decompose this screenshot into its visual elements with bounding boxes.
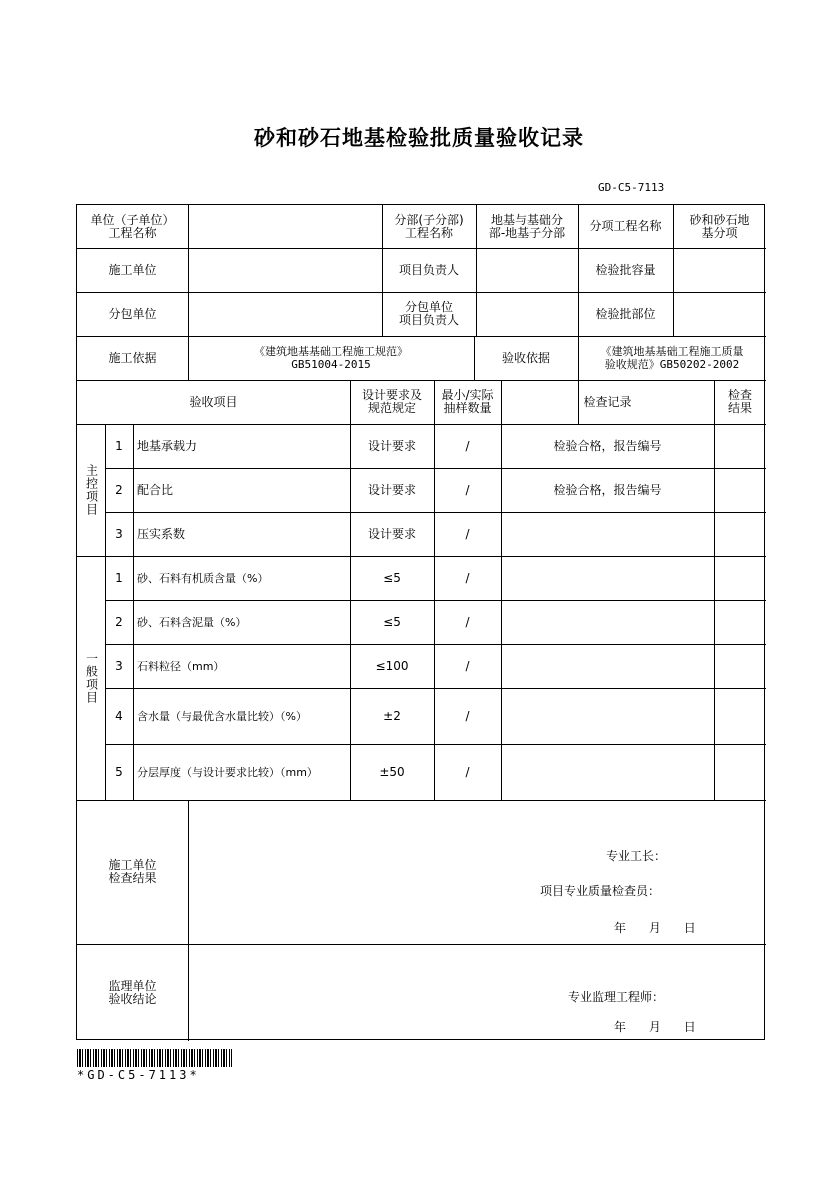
supervision-date: 年 月 日 [614, 1020, 696, 1034]
barcode-text: *GD-C5-7113* [77, 1068, 200, 1082]
supervision-conclusion-label: 监理单位 验收结论 [108, 978, 157, 1006]
main-item-name: 地基承载力 [137, 438, 198, 453]
general-item-name: 分层厚度（与设计要求比较）（mm） [137, 765, 318, 779]
main-item-record [501, 512, 714, 556]
acceptance-form-table [76, 204, 765, 1040]
main-item-record: 检验合格，报告编号 [553, 438, 662, 453]
item-name-label: 分项工程名称 [589, 219, 662, 233]
general-item-sampling: / [465, 614, 470, 629]
supervision-engineer-signature-label: 专业监理工程师： [568, 990, 665, 1004]
general-item-no: 2 [115, 614, 123, 629]
general-item-sampling: / [465, 570, 470, 585]
general-item-sampling: / [465, 764, 470, 779]
item-name-value: 砂和砂石地 基分项 [689, 212, 750, 240]
doc-code: GD-C5-7113 [598, 181, 665, 194]
general-item-sampling: / [465, 708, 470, 723]
general-item-no: 5 [115, 764, 123, 779]
main-item-sampling: / [465, 438, 470, 453]
main-item-requirement: 设计要求 [367, 526, 416, 541]
general-item-name: 砂、石料有机质含量（%） [137, 571, 269, 585]
construction-unit-label: 施工单位 [108, 262, 157, 277]
batch-capacity-label: 检验批容量 [595, 262, 656, 277]
main-item-sampling: / [465, 482, 470, 497]
main-item-requirement: 设计要求 [367, 482, 416, 497]
foreman-signature-label: 专业工长： [606, 849, 667, 863]
general-item-requirement: ±2 [383, 708, 401, 723]
general-item-name: 含水量（与最优含水量比较）（%） [137, 709, 307, 723]
construction-date: 年 月 日 [614, 921, 696, 935]
acceptance-basis-label: 验收依据 [501, 350, 550, 365]
construction-basis-value: 《建筑地基基础工程施工规范》 GB51004-2015 [254, 345, 408, 371]
col-record-header: 检查记录 [583, 394, 632, 409]
main-control-group-label: 主控项目 [84, 464, 99, 516]
general-group-label: 一般项目 [84, 652, 99, 704]
col-item-header: 验收项目 [189, 394, 238, 409]
sub-contract-leader-label: 分包单位 项目负责人 [398, 300, 459, 327]
unit-name-label: 单位（子单位） 工程名称 [90, 212, 175, 240]
col-result-header: 检查 结果 [727, 388, 752, 415]
general-item-sampling: / [465, 658, 470, 673]
main-item-no: 3 [115, 526, 123, 541]
project-leader-label: 项目负责人 [398, 262, 459, 277]
page-title: 砂和砂石地基检验批质量验收记录 [254, 126, 584, 150]
main-item-requirement: 设计要求 [367, 438, 416, 453]
general-item-name: 石料粒径（mm） [137, 659, 225, 673]
quality-inspector-signature-label: 项目专业质量检查员： [540, 884, 661, 898]
col-sampling-header: 最小/实际 抽样数量 [441, 388, 494, 415]
unit-name-value [188, 205, 382, 248]
sub-contract-unit-label: 分包单位 [108, 306, 157, 321]
main-item-name: 配合比 [137, 482, 174, 497]
general-item-requirement: ±50 [379, 764, 405, 779]
barcode [77, 1049, 232, 1067]
main-item-no: 2 [115, 482, 123, 497]
acceptance-basis-value: 《建筑地基基础工程施工质量 验收规范》GB50202-2002 [600, 345, 744, 371]
main-item-no: 1 [115, 438, 123, 453]
general-item-requirement: ≤5 [383, 570, 401, 585]
general-item-no: 4 [115, 708, 123, 723]
general-item-no: 3 [115, 658, 123, 673]
col-design-header: 设计要求及 规范规定 [361, 388, 422, 415]
construction-check-label: 施工单位 检查结果 [108, 858, 157, 885]
general-item-requirement: ≤100 [375, 658, 409, 673]
sub-division-value: 地基与基础分 部-地基子分部 [488, 212, 566, 240]
batch-location-label: 检验批部位 [595, 306, 656, 321]
general-item-name: 砂、石料含泥量（%） [137, 615, 247, 629]
construction-basis-label: 施工依据 [108, 350, 157, 365]
main-item-name: 压实系数 [137, 526, 186, 541]
sub-division-label: 分部(子分部) 工程名称 [394, 212, 464, 240]
general-item-no: 1 [115, 570, 123, 585]
main-item-record: 检验合格，报告编号 [553, 482, 662, 497]
main-item-sampling: / [465, 526, 470, 541]
general-item-requirement: ≤5 [383, 614, 401, 629]
